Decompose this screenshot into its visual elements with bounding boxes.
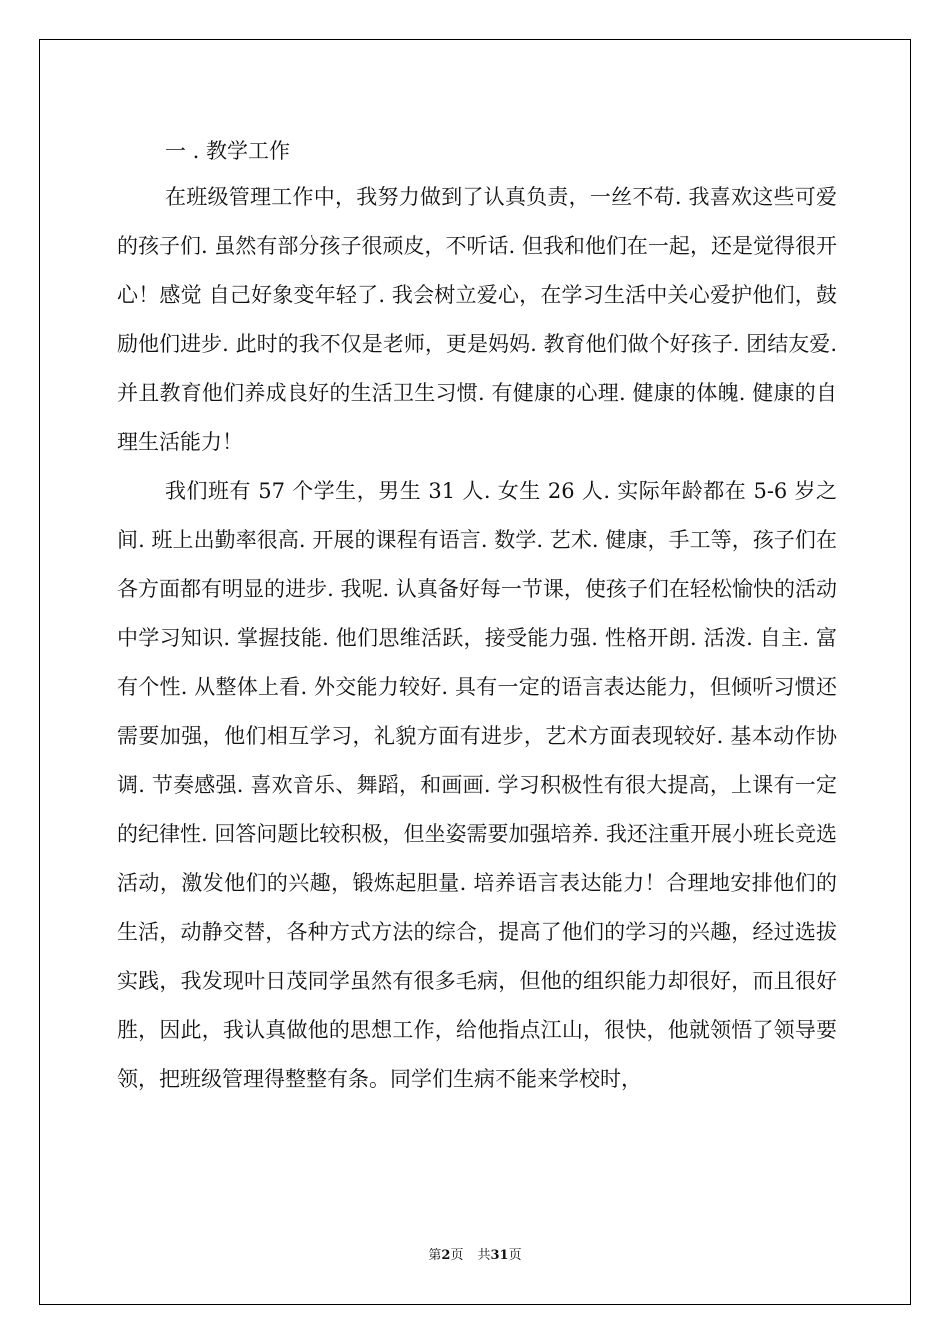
page-current: 2 xyxy=(441,1248,451,1263)
paragraph-2: 我们班有 57 个学生，男生 31 人. 女生 26 人. 实际年龄都在 5-6 岁之间. 班上出勤率很高. 开展的课程有语言. 数学. 艺术. 健康，手工等，孩子们在各方面都有明显的进步. 我呢. 认真备好每一节课，使孩子们在轻松愉快的活动中学习知识. 掌握技能. 他们思维活跃，接受能力强. 性格开朗. 活泼. 自主. 富有个性. 从整体上看. 外交能力较好. 具有一定的语言表达能力，但倾听习惯还需要加强，他们相互学习，礼貌方面有进步，艺术方面表现较好. 基本动作协调. 节奏感强. 喜欢音乐、舞蹈，和画画. 学习积极性有很大提高，上课有一定的纪律性. 回答问题比较积极，但坐姿需要加强培养. 我还注重开展小班长竞选活动，激发他们的兴趣，锻炼起胆量. 培养语言表达能力！合理地安排他们的生活，动静交替，各种方式方法的综合，提高了他们的学习的兴趣，经过选拔实践，我发现叶日茂同学虽然有很多毛病，但他的组织能力却很好，而且很好胜，因此，我认真做他的思想工作，给他指点江山，很快，他就领悟了领导要领，把班级管理得整整有条。同学们生病不能来学校时， xyxy=(117,479,837,1091)
page-prefix: 第 xyxy=(428,1248,442,1263)
total-prefix: 共 xyxy=(477,1248,491,1263)
page-total: 31 xyxy=(490,1248,509,1263)
page-footer xyxy=(0,1244,950,1263)
section-heading: 一 . 教学工作 xyxy=(165,139,291,163)
document-body xyxy=(117,129,837,1104)
total-suffix: 页 xyxy=(508,1248,522,1263)
page-suffix: 页 xyxy=(450,1248,464,1263)
paragraph-1: 在班级管理工作中，我努力做到了认真负责，一丝不苟. 我喜欢这些可爱的孩子们. 虽然有部分孩子很顽皮，不听话. 但我和他们在一起，还是觉得很开心！感觉 自己好象变年轻了. 我会树立爱心，在学习生活中关心爱护他们，鼓励他们进步. 此时的我不仅是老师，更是妈妈. 教育他们做个好孩子. 团结友爱. 并且教育他们养成良好的生活卫生习惯. 有健康的心理. 健康的体魄. 健康的自理生活能力！ xyxy=(117,185,837,454)
